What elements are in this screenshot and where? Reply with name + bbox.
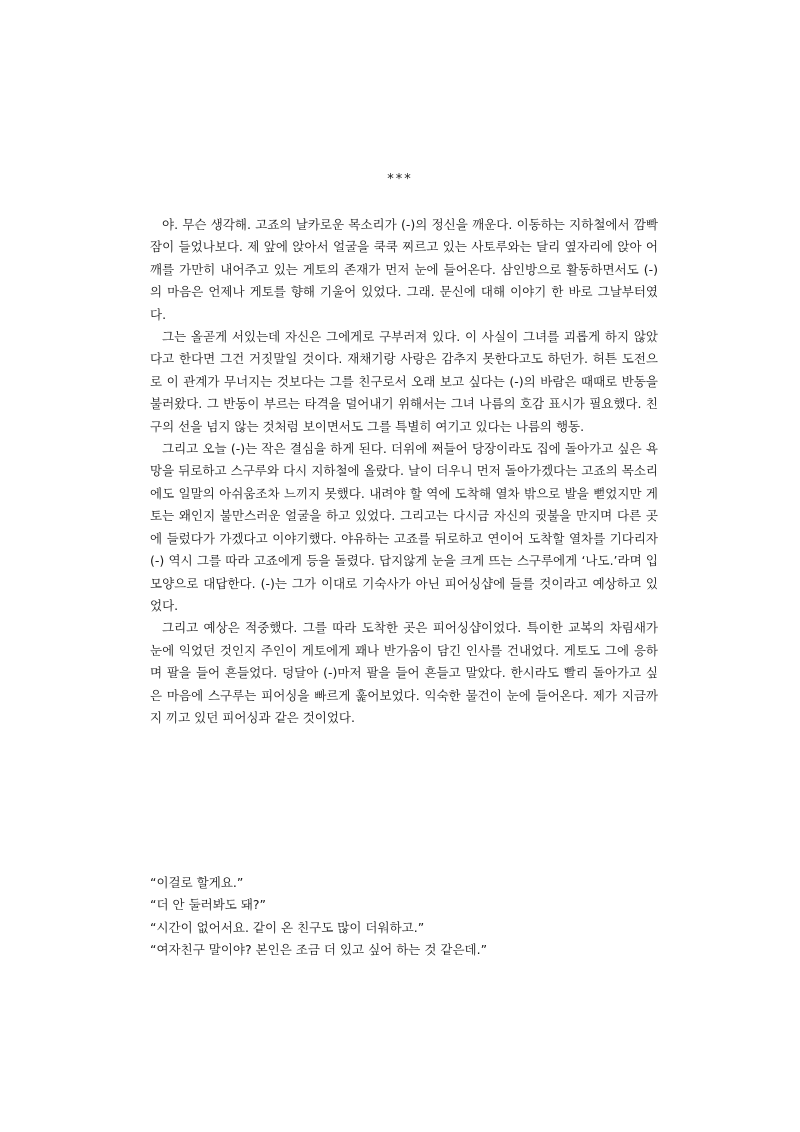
dialogue-line: “여자친구 말이야? 본인은 조금 더 있고 싶어 하는 것 같은데.” [150, 942, 488, 958]
paragraph: 그는 올곧게 서있는데 자신은 그에게로 구부러져 있다. 이 사실이 그녀를 괴롭게 하지 않았다고 한다면 그건 거짓말일 것이다. 재채기랑 사랑은 감추지 못한다고도 하던가. 허튼 도전으로 이 관계가 무너지는 것보다는 그를 친구로서 오래 보고 싶다는 (-)의 바람은 때때로 반동을 불러왔다. 그 반동이 부르는 타격을 덜어내기 위해서는 그녀 나름의 호감 표시가 필요했다. 친구의 선을 넘지 않는 것처럼 보이면서도 그를 특별히 여기고 있다는 나름의 행동. [150, 329, 658, 434]
paragraph: 그리고 예상은 적중했다. 그를 따라 도착한 곳은 피어싱샵이었다. 특이한 교복의 차림새가 눈에 익었던 것인지 주인이 게토에게 꽤나 반가움이 담긴 인사를 건내었다. 게토도 그에 응하며 팔을 들어 흔들었다. 덩달아 (-)마저 팔을 들어 흔들고 말았다. 한시라도 빨리 돌아가고 싶은 마음에 스구루는 피어싱을 빠르게 훑어보었다. 익숙한 물건이 눈에 들어온다. 제가 지금까지 끼고 있던 피어싱과 같은 것이었다. [150, 620, 658, 725]
dialogue-line: “이걸로 할게요.” [150, 875, 244, 890]
paragraph: 그리고 오늘 (-)는 작은 결심을 하게 된다. 더위에 쩌들어 당장이라도 집에 돌아가고 싶은 욕망을 뒤로하고 스구루와 다시 지하철에 올랐다. 날이 더우니 먼저 돌아가겠다는 고죠의 목소리에도 일말의 아쉬움조차 느끼지 못했다. 내려야 할 역에 도착해 열차 밖으로 발을 뻗었지만 게토는 왜인지 불만스러운 얼굴을 하고 있었다. 그리고는 다시금 자신의 귓불을 만지며 다른 곳에 들렀다가 가겠다고 이야기했다. 야유하는 고죠를 뒤로하고 연이어 도착할 열차를 기다리자 (-) 역시 그를 따라 고죠에게 등을 돌렸다. 답지않게 눈을 크게 뜨는 스구루에게 ‘나도.’라며 입모양으로 대답한다. (-)는 그가 이대로 기숙사가 아닌 피어싱샵에 들를 것이라고 예상하고 있었다. [150, 441, 658, 613]
body-text [150, 214, 658, 729]
dialogue-line: “더 안 둘러봐도 돼?” [150, 897, 267, 913]
dialogue-line: “시간이 없어서요. 같이 온 친구도 많이 더워하고.” [150, 919, 425, 935]
paragraph: 야. 무슨 생각해. 고죠의 날카로운 목소리가 (-)의 정신을 깨운다. 이동하는 지하철에서 깜빡 잠이 들었나보다. 제 앞에 앉아서 얼굴을 쿡쿡 찌르고 있는 사토루와는 달리 옆자리에 앉아 어깨를 가만히 내어주고 있는 게토의 존재가 먼저 눈에 들어온다. 삼인방으로 활동하면서도 (-)의 마음은 언제나 게토를 향해 기울어 있었다. 그래. 문신에 대해 이야기 한 바로 그날부터였다. [150, 217, 658, 322]
section-separator: *** [387, 172, 413, 187]
dialogue-block [150, 872, 670, 962]
